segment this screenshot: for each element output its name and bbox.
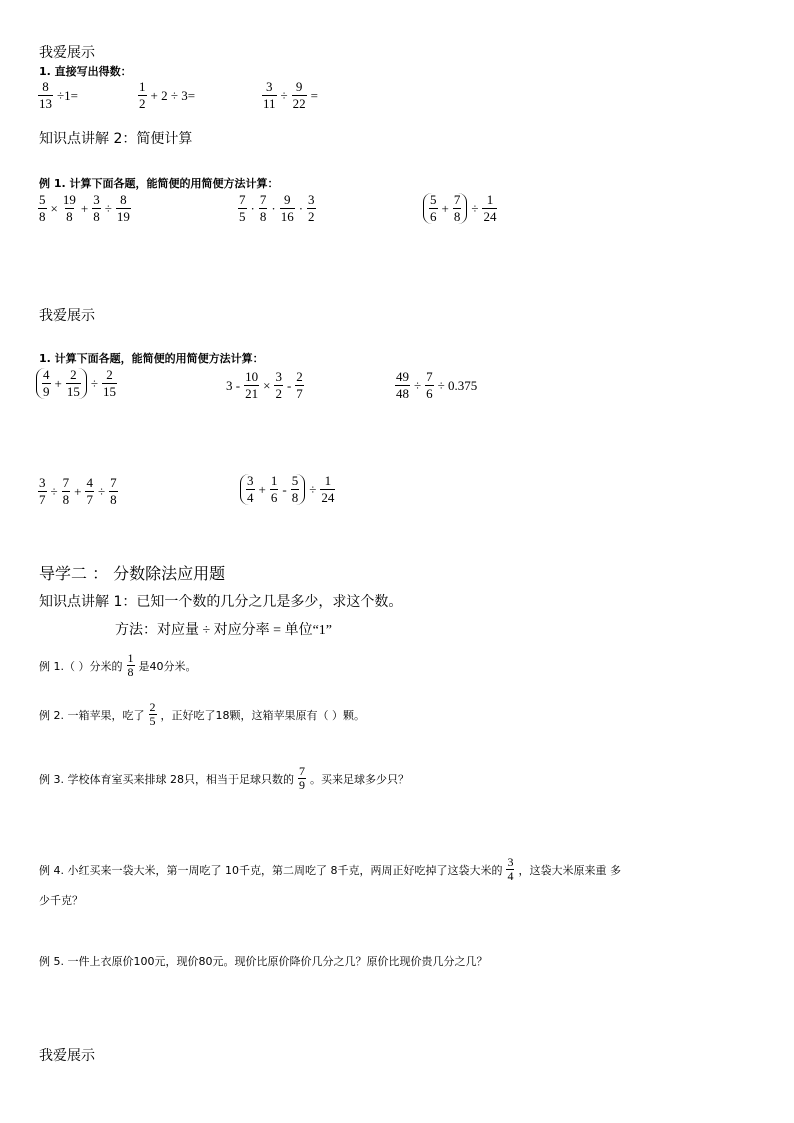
example-3: 例 3. 学校体育室买来排球 28只，相当于足球只数的 $\frac{7}{9}$ 。买来足球多少只？ bbox=[39, 764, 409, 792]
expression: $\frac{5}{8}$ × $\frac{19}{8}$ + $\frac{3}{8}$ ÷ $\frac{8}{19}$ bbox=[39, 192, 130, 224]
expression: 3 - $\frac{10}{21}$ × $\frac{3}{2}$ - $\frac{2}{7}$ bbox=[226, 369, 303, 401]
expression: $\frac{49}{48}$ ÷ $\frac{7}{6}$ ÷ 0.375 bbox=[396, 369, 478, 401]
section-title: 我爱展示 bbox=[39, 45, 95, 61]
question-label: 1. 直接写出得数： bbox=[39, 65, 132, 78]
expression: $\frac{4}{9}$ + $\frac{2}{15}$ ÷ $\frac{2}{15}$ bbox=[34, 368, 119, 399]
example-4: 例 4. 小红买来一袋大米，第一周吃了 10千克，第二周吃了 8千克，两周正好吃掉了这袋大米的 $\frac{3}{4}$ ，这袋大米原来重 多 bbox=[39, 855, 621, 883]
example-1: 例 1.（ ）分米的 $\frac{1}{8}$ 是40分米。 bbox=[39, 651, 197, 679]
knowledge-point: 知识点讲解 1：已知一个数的几分之几是多少，求这个数。 bbox=[39, 594, 403, 610]
section-heading: 导学二 ： 分数除法应用题 bbox=[39, 564, 226, 583]
question-label: 1. 计算下面各题，能简便的用简便方法计算： bbox=[39, 352, 264, 365]
section-title: 我爱展示 bbox=[39, 308, 95, 324]
expression: $\frac{3}{7}$ ÷ $\frac{7}{8}$ + $\frac{4}{7}$ ÷ $\frac{7}{8}$ bbox=[39, 475, 117, 507]
expression: $\frac{1}{2}$ + 2 ÷ 3= bbox=[139, 79, 196, 111]
expression: $\frac{3}{11}$ ÷ $\frac{9}{22}$ = bbox=[263, 79, 319, 111]
method-formula: 方法：对应量 ÷ 对应分率 = 单位“1” bbox=[115, 623, 333, 638]
example-4-continued: 少千克？ bbox=[39, 894, 83, 907]
expression: $\frac{3}{4}$ + $\frac{1}{6}$ - $\frac{5}{8}$ ÷ $\frac{1}{24}$ bbox=[238, 474, 337, 505]
section-heading: 知识点讲解 2：简便计算 bbox=[39, 131, 193, 147]
expression: $\frac{8}{13}$ ÷1= bbox=[39, 79, 78, 111]
example-label: 例 1. 计算下面各题，能简便的用简便方法计算： bbox=[39, 177, 279, 190]
example-2: 例 2. 一箱苹果，吃了 $\frac{2}{5}$ ，正好吃了18颗，这箱苹果原有（ ）颗。 bbox=[39, 700, 365, 728]
expression: $\frac{7}{5}$ · $\frac{7}{8}$ · $\frac{9}{16}$ · $\frac{3}{2}$ bbox=[239, 192, 315, 224]
section-title: 我爱展示 bbox=[39, 1048, 95, 1064]
example-5: 例 5. 一件上衣原价100元，现价80元。现价比原价降价几分之几？原价比现价贵几分之几？ bbox=[39, 955, 488, 968]
expression: $\frac{5}{6}$ + $\frac{7}{8}$ ÷ $\frac{1}{24}$ bbox=[421, 193, 499, 224]
